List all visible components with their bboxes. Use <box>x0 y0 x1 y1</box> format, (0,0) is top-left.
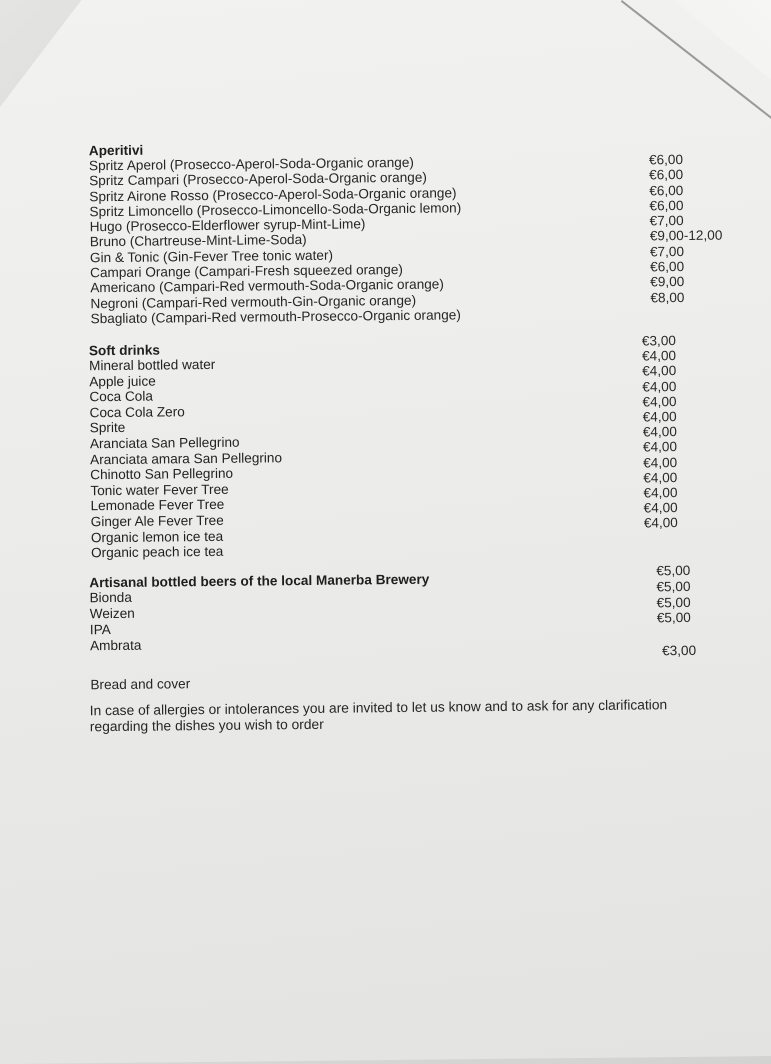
beer-item: Ambrata <box>89 637 142 654</box>
soft-drink-price: €4,00 <box>642 409 677 425</box>
beer-price: €5,00 <box>656 562 691 579</box>
aperitivo-price: €7,00 <box>649 213 684 229</box>
aperitivo-price: €9,00-12,00 <box>649 228 723 244</box>
soft-drink-price: €4,00 <box>642 439 678 455</box>
beer-price: €5,00 <box>656 578 691 595</box>
soft-drink-item: Tonic water Fever Tree <box>90 481 229 498</box>
aperitivo-name: Gin & Tonic (Gin-Fever Tree tonic water) <box>89 247 334 266</box>
beer-item: Weizen <box>89 605 135 622</box>
aperitivo-price: €6,00 <box>649 167 684 183</box>
soft-drink-price: €3,00 <box>641 333 676 349</box>
soft-drink-price: €4,00 <box>642 378 677 395</box>
bread-and-cover-price: €3,00 <box>662 642 697 659</box>
aperitivi-list <box>89 152 731 327</box>
soft-drink-price: €4,00 <box>643 454 678 471</box>
soft-drink-item: Coca Cola Zero <box>89 404 185 421</box>
soft-drink-item: Chinotto San Pellegrino <box>90 465 234 483</box>
soft-drink-item: Coca Cola <box>89 388 153 405</box>
soft-drink-item: Organic peach ice tea <box>90 543 224 561</box>
aperitivo-name: Campari Orange (Campari-Fresh squeezed orange) <box>90 262 403 281</box>
allergy-note-line-2: regarding the dishes you wish to order <box>89 716 324 735</box>
allergy-note <box>90 697 730 736</box>
aperitivo-name: Sbagliato (Campari-Red vermouth-Prosecco-Organic orange) <box>90 307 461 327</box>
aperitivo-price: €6,00 <box>650 259 685 275</box>
soft-drink-price: €4,00 <box>642 424 677 440</box>
beers-section <box>89 569 730 655</box>
aperitivi-section <box>89 137 731 327</box>
soft-drinks-heading: Soft drinks <box>88 342 161 359</box>
soft-drink-price: €4,00 <box>643 469 678 486</box>
aperitivo-name: Spritz Airone Rosso (Prosecco-Aperol-Soda-Organic orange) <box>89 184 457 204</box>
beers-heading: Artisanal bottled beers of the local Manerba Brewery <box>89 571 430 591</box>
soft-drink-item: Ginger Ale Fever Tree <box>90 512 224 530</box>
aperitivo-name: Spritz Aperol (Prosecco-Aperol-Soda-Organic orange) <box>88 154 414 174</box>
aperitivo-name: Spritz Campari (Prosecco-Aperol-Soda-Organic orange) <box>89 170 427 189</box>
soft-drink-price: €4,00 <box>643 515 678 531</box>
soft-drink-item: Lemonade Fever Tree <box>90 497 225 514</box>
soft-drink-price: €4,00 <box>643 485 678 501</box>
soft-drink-item: Aranciata San Pellegrino <box>89 434 240 452</box>
aperitivo-price: €9,00 <box>650 274 685 290</box>
aperitivo-price: €6,00 <box>649 197 684 214</box>
beer-price: €5,00 <box>656 610 691 626</box>
aperitivo-price: €8,00 <box>650 289 685 306</box>
soft-drink-item: Sprite <box>89 420 126 436</box>
beers-prices <box>656 563 691 627</box>
aperitivo-name: Negroni (Campari-Red vermouth-Gin-Organic orange) <box>90 292 417 311</box>
beers-list <box>89 584 730 655</box>
soft-drink-item: Organic lemon ice tea <box>90 528 224 545</box>
soft-drink-price: €4,00 <box>642 393 677 410</box>
aperitivi-heading: Aperitivi <box>88 142 144 159</box>
aperitivo-name: Bruno (Chartreuse-Mint-Lime-Soda) <box>89 232 307 250</box>
soft-drink-item: Aranciata amara San Pellegrino <box>90 449 283 467</box>
aperitivo-name: Hugo (Prosecco-Elderflower syrup-Mint-Lime) <box>89 216 366 235</box>
aperitivo-price: €7,00 <box>649 243 685 260</box>
beer-item: IPA <box>89 622 111 638</box>
aperitivo-price <box>651 316 731 317</box>
aperitivo-name: Americano (Campari-Red vermouth-Soda-Organic orange) <box>90 276 444 296</box>
soft-drinks-list <box>89 352 731 561</box>
soft-drink-price: €4,00 <box>641 348 677 364</box>
soft-drink-price: €4,00 <box>643 500 678 516</box>
allergy-note-line-1: In case of allergies or intolerances you are invited to let us know and to ask for any clarification <box>89 697 668 719</box>
beer-price: €5,00 <box>656 594 691 610</box>
aperitivo-name: Spritz Limoncello (Prosecco-Limoncello-Soda-Organic lemon) <box>89 200 462 220</box>
soft-drink-item: Apple juice <box>89 373 156 389</box>
aperitivo-price: €6,00 <box>649 182 684 198</box>
bread-and-cover-label: Bread and cover <box>90 676 191 693</box>
soft-drinks-section <box>89 337 731 561</box>
soft-drink-price: €4,00 <box>642 363 677 379</box>
soft-drinks-prices <box>642 333 678 531</box>
soft-drink-item: Mineral bottled water <box>89 356 216 374</box>
aperitivo-price: €6,00 <box>648 152 684 168</box>
beer-item: Bionda <box>89 589 132 606</box>
